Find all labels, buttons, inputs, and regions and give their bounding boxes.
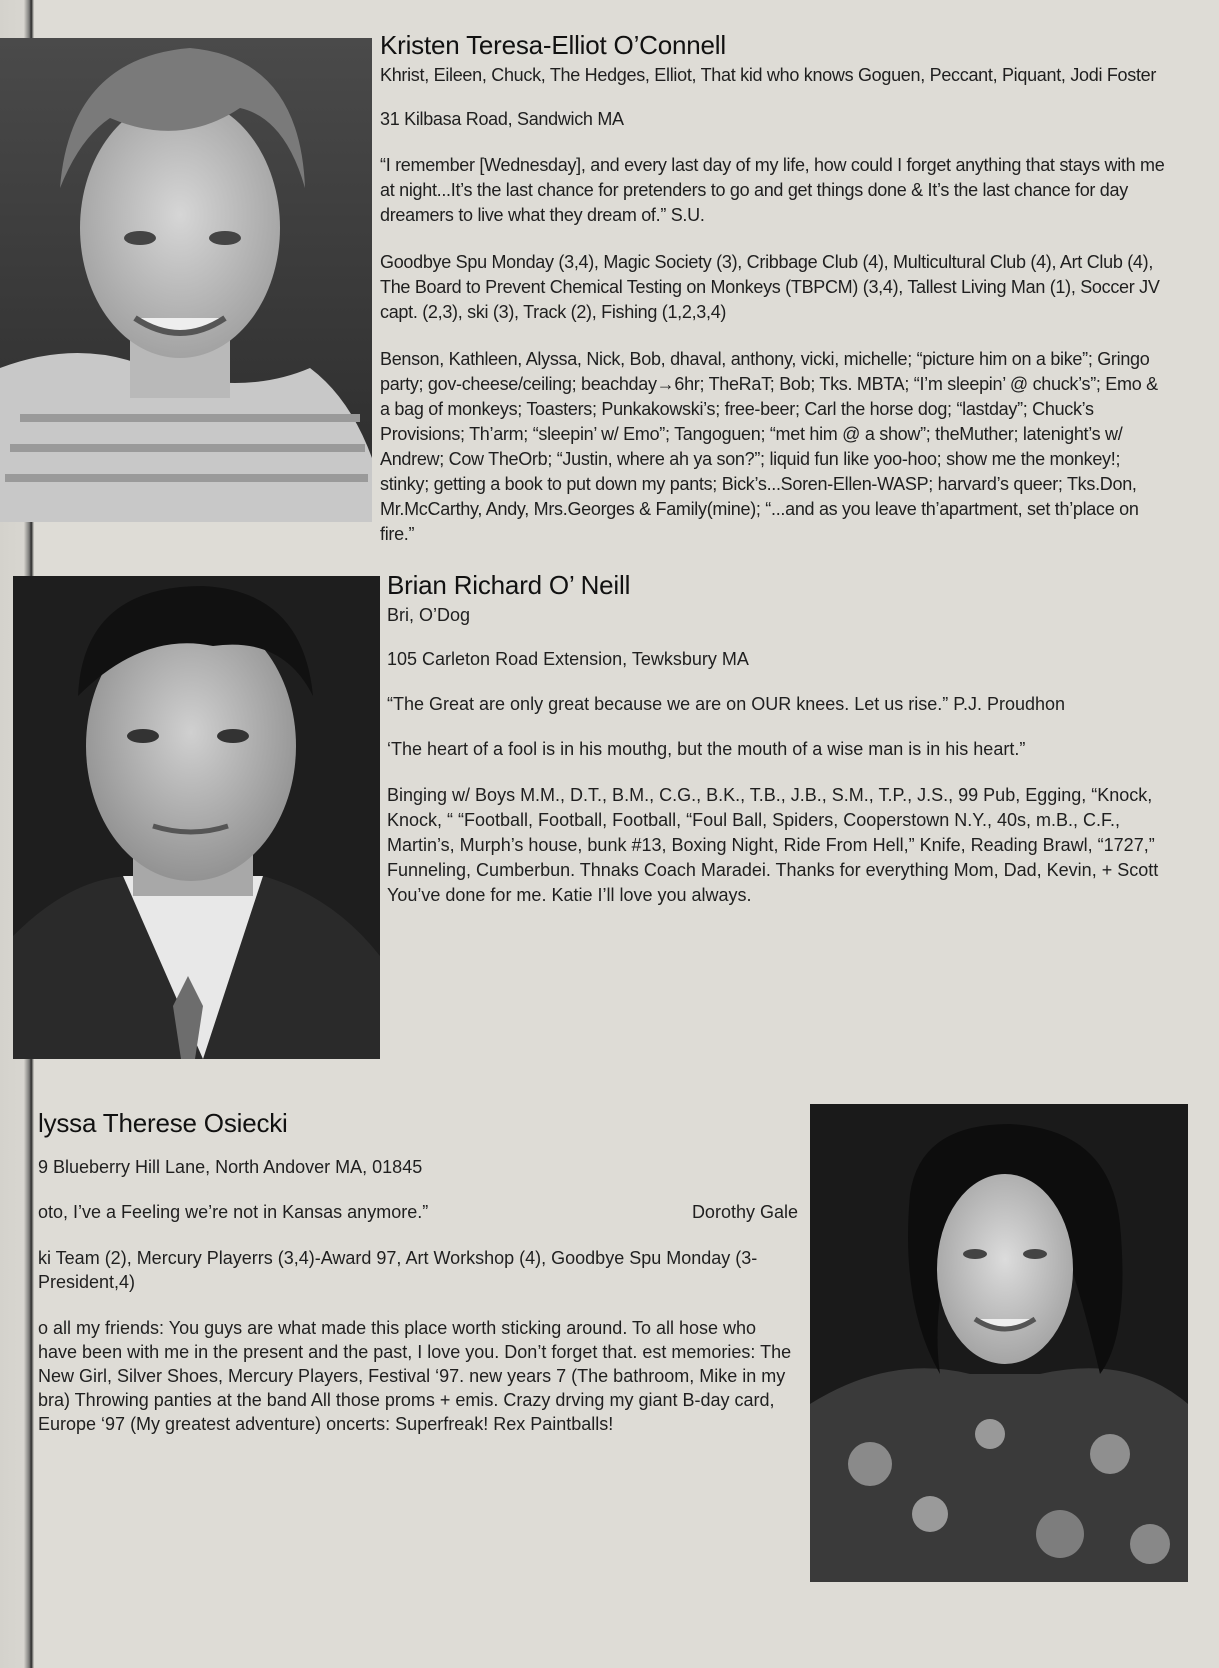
student-name: Kristen Teresa-Elliot O’Connell (380, 30, 726, 60)
senior-entry-brian (387, 570, 1187, 908)
quote-author: Dorothy Gale (691, 1202, 798, 1222)
student-address: 31 Kilbasa Road, Sandwich MA (380, 109, 624, 129)
senior-entry-kristen (380, 30, 1170, 547)
student-address: 105 Carleton Road Extension, Tewksbury MA (387, 649, 749, 669)
student-activities: ki Team (2), Mercury Playerrs (3,4)-Award 97, Art Workshop (4), Goodbye Spu Monday (3-President,4) (38, 1248, 758, 1292)
student-quote-second: ‘The heart of a fool is in his mouthg, but the mouth of a wise man is in his heart.” (387, 739, 1026, 759)
student-nicknames: Bri, O’Dog (387, 605, 471, 625)
portrait-photo-kristen (0, 38, 372, 522)
student-address: 9 Blueberry Hill Lane, North Andover MA, 01845 (38, 1157, 423, 1177)
student-memories: Benson, Kathleen, Alyssa, Nick, Bob, dhaval, anthony, vicki, michelle; “picture him on a bike”; Gringo party; gov-cheese/ceiling; beachday→6hr; TheRaT; Bob; Tks. MBTA; “I’m sleepin’ @ chuck’s”; Emo & a bag of monkeys; Toasters; Punkakowski’s; free-beer; Carl the horse dog; “lastday”; Chuck’s Provisions; Th’arm; “sleepin’ w/ Emo”; Tangoguen; “met him @ a show”; theMuther; latenight’s w/ Andrew; Cow TheOrb; “Justin, where ah ya son?”; liquid fun like yoo-hoo; show me the monkey!; stinky; getting a book to put down my pants; Bick’s...Soren-Ellen-WASP; harvard’s queer; Tks.Don, Mr.McCarthy, Andy, Mrs.Georges & Family(mine); “...and as you leave th’apartment, set th’place on fire.” (380, 349, 1158, 544)
student-name: lyssa Therese Osiecki (38, 1108, 288, 1138)
portrait-photo-brian (13, 576, 380, 1059)
portrait-photo-alyssa (810, 1104, 1188, 1582)
student-activities: Goodbye Spu Monday (3,4), Magic Society (3), Cribbage Club (4), Multicultural Club (4), Art Club (4), The Board to Prevent Chemical Testing on Monkeys (TBPCM) (3,4), Tallest Living Man (1), Soccer JV capt. (2,3), ski (3), Track (2), Fishing (1,2,3,4) (380, 252, 1160, 322)
student-name: Brian Richard O’ Neill (387, 570, 631, 600)
student-memories: Binging w/ Boys M.M., D.T., B.M., C.G., B.K., T.B., J.B., S.M., T.P., J.S., 99 Pub, Egging, “Knock, Knock, “ “Football, Football, Football, “Foul Ball, Spiders, Cooperstown N.Y., 40s, m.B., C.F., Martin’s, Murph’s house, bunk #13, Boxing Night, Ride From Hell,” Knife, Reading Brawl, “1727,” Funneling, Cumberbun. Thnaks Coach Maradei. Thanks for everything Mom, Dad, Kevin, + Scott You’ve done for me. Katie I’ll love you always. (387, 785, 1159, 905)
student-memories: o all my friends: You guys are what made this place worth sticking around. To all hose who have been with me in the present and the past, I love you. Don’t forget that. est memories: The New Girl, Silver Shoes, Mercury Players, Festival ‘97. new years 7 (The bathroom, Mike in my bra) Throwing panties at the band All those proms + emis. Crazy drving my giant B-day card, Europe ‘97 (My greatest adventure) oncerts: Superfreak! Rex Paintballs! (38, 1318, 792, 1434)
student-quote-row (38, 1201, 798, 1224)
student-nicknames: Khrist, Eileen, Chuck, The Hedges, Elliot, That kid who knows Goguen, Peccant, Piquant, Jodi Foster (380, 65, 1157, 85)
senior-entry-alyssa (38, 1108, 798, 1436)
student-quote: oto, I’ve a Feeling we’re not in Kansas anymore.” (38, 1202, 429, 1222)
student-quote: “The Great are only great because we are on OUR knees. Let us rise.” P.J. Proudhon (387, 694, 1066, 714)
student-quote: “I remember [Wednesday], and every last day of my life, how could I forget anything that stays with me at night...It’s the last chance for pretenders to go and get things done & It’s the last chance for day dreamers to live what they dream of.” S.U. (380, 155, 1165, 225)
